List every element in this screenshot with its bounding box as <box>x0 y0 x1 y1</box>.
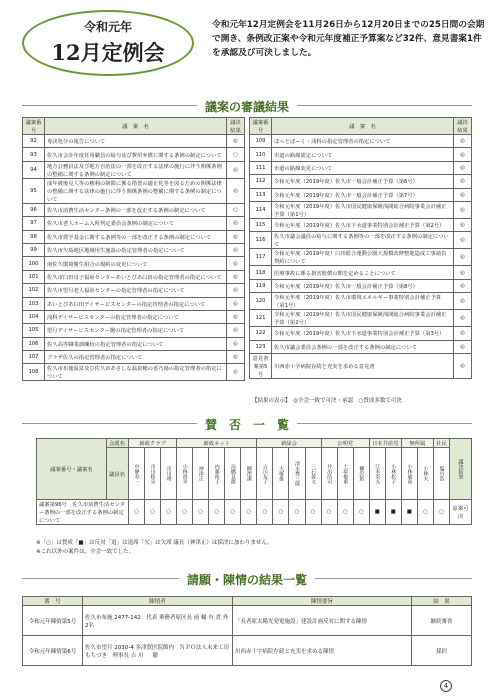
member-header: 議員名 <box>107 448 129 500</box>
table-row <box>23 243 245 256</box>
table-row <box>23 310 245 323</box>
bill-result: ◎ <box>454 175 472 188</box>
bill-result: ◎ <box>454 327 472 340</box>
member-name: 市川稔宣 <box>145 448 161 500</box>
bill-result: ○ <box>227 203 245 216</box>
bill-number: 93 <box>23 148 45 161</box>
vote-mark: ○ <box>305 500 321 525</box>
bill-number: 105 <box>23 324 45 337</box>
table-row <box>23 257 245 270</box>
bill-number: 122 <box>250 327 272 340</box>
bill-number: 120 <box>250 293 272 310</box>
vote-mark: ○ <box>337 500 353 525</box>
bill-number: 108 <box>23 364 45 381</box>
member-name: 清水秀三郎 <box>289 448 305 500</box>
bill-result: ◎ <box>227 217 245 230</box>
vote-result: 原案可決 <box>450 500 472 525</box>
col-num: 番 号 <box>23 597 83 606</box>
party-name: 新政ネット <box>177 439 257 448</box>
legend: 【結果の表示】 ◎全会一致で可決・承認 ○賛成多数で可決 <box>252 398 402 404</box>
vote-mark: ○ <box>417 500 433 525</box>
bill-result: ◎ <box>454 266 472 279</box>
bill-result: ◎ <box>454 249 472 266</box>
petition-res: 採択 <box>412 636 472 666</box>
bill-name: ほっとぱーく・浅科の指定管理者の指定について <box>272 135 454 148</box>
bill-number: 92 <box>23 135 45 148</box>
vote-mark: ○ <box>241 500 257 525</box>
member-name: 小林夫 <box>417 448 433 500</box>
table-row <box>23 297 245 310</box>
member-name: 三石義文 <box>305 448 321 500</box>
bill-name: 佐久市消費生活センター条例の一部を改正する条例の制定について <box>45 203 227 216</box>
bill-number: 99 <box>23 243 45 256</box>
bill-name: 令和元年度（2019年度）佐久市一般会計補正予算（第7号） <box>272 188 454 201</box>
bill-result: ◎ <box>227 135 245 148</box>
bill-result: ◎ <box>227 230 245 243</box>
col-num: 議案番号 <box>23 118 45 135</box>
bill-result: ◎ <box>227 243 245 256</box>
table-row <box>23 284 245 297</box>
bill-number: 111 <box>250 161 272 174</box>
bill-result: ◎ <box>454 148 472 161</box>
petition-res: 継続審査 <box>412 606 472 636</box>
section1-title: 議案の審議結果 <box>0 98 494 115</box>
petition-num: 令和元年陳情第6号 <box>23 636 83 666</box>
table-row <box>250 327 472 340</box>
table-row <box>250 218 472 231</box>
bill-name: 令和元年度（2019年度）佐久市下水道事業特別会計補正予算（第3号） <box>272 327 454 340</box>
col-num: 議案番号 <box>250 118 272 135</box>
bill-number: 121 <box>250 310 272 327</box>
bill-number: 101 <box>23 270 45 283</box>
bill-result: ◎ <box>454 232 472 249</box>
bill-name: 令和元年度（2019年度）佐久市下水道事業特別会計補正予算（第2号） <box>272 218 454 231</box>
bill-table-left <box>22 117 245 381</box>
bill-result: ◎ <box>227 161 245 178</box>
bill-name: 令和元年度（2019年度）佐久市国民健康保険浅間総合病院事業会計補正予算（第2号） <box>272 310 454 327</box>
col-name: 議 案 名 <box>45 118 227 135</box>
table-row <box>250 353 472 378</box>
bill-number: 109 <box>250 135 272 148</box>
bill-name: 川西赤十字病院存続と充実を求める意見書 <box>272 353 454 378</box>
bill-name: 市道の路線変更について <box>272 161 454 174</box>
member-name: 吉川友子 <box>257 448 273 500</box>
member-name: 柳澤潔 <box>241 448 257 500</box>
bill-result: ◎ <box>227 297 245 310</box>
bill-result: ◎ <box>454 279 472 292</box>
bill-result: ◎ <box>227 284 245 297</box>
page-number: 4 <box>440 680 452 692</box>
member-name: 高橋良衛 <box>225 448 241 500</box>
petition-num: 令和元年陳情第5号 <box>23 606 83 636</box>
vote-row <box>37 500 472 525</box>
vote-mark: ○ <box>145 500 161 525</box>
bill-name: 令和元年度（2019年度）臼田総合運動公園大規模改修整地造成工事請負契約について <box>272 249 454 266</box>
table-row <box>23 337 245 350</box>
bill-name: 令和元年度（2019年度）佐久市一般会計補正予算（第8号） <box>272 279 454 292</box>
party-name: 公明党 <box>321 439 369 448</box>
petition-person: 佐久市望月 2030-4 多津賀医院館内 ＮＰＯ法人未来工房もちづき 理事長 吉 川 徹 <box>83 636 233 666</box>
table-row <box>23 364 245 381</box>
member-name: 小林松子 <box>385 448 401 500</box>
bill-result: ◎ <box>454 340 472 353</box>
vote-mark: ○ <box>129 500 145 525</box>
bill-number: 97 <box>23 217 45 230</box>
bill-result: ◎ <box>227 364 245 381</box>
bill-number: 119 <box>250 279 272 292</box>
vote-note-2: ※これ以外の案件は、全会一致でした。 <box>36 549 135 555</box>
bill-result: ◎ <box>454 353 472 378</box>
vote-mark: ○ <box>433 500 449 525</box>
bill-number: 106 <box>23 337 45 350</box>
party-name: 新政クラブ <box>129 439 177 448</box>
vote-mark: ■ <box>369 500 385 525</box>
bill-name: 地方公務員法及び地方自治法の一部を改正する法律の施行に伴う関係条例の整備に関する条例の制定について <box>45 161 227 178</box>
bill-result: ◎ <box>454 310 472 327</box>
vote-mark: ○ <box>321 500 337 525</box>
bill-name: 令和元年度（2019年度）佐久市国民健康保険浅間総合病院事業会計補正予算（第1号） <box>272 201 454 218</box>
bill-name: 佐久市会計年度任用職員の給与及び費用弁償に関する条例の制定について <box>45 148 227 161</box>
member-name: 神津正 <box>193 448 209 500</box>
bill-number: 116 <box>250 232 272 249</box>
bill-number: 112 <box>250 175 272 188</box>
bill-number: 110 <box>250 148 272 161</box>
bill-result: ◎ <box>227 270 245 283</box>
bill-result: ◎ <box>454 201 472 218</box>
table-row <box>23 217 245 230</box>
vote-mark: ■ <box>385 500 401 525</box>
bill-result: ◎ <box>227 337 245 350</box>
vote-mark: ○ <box>177 500 193 525</box>
bill-name: プラザ佐久の指定管理者の指定について <box>45 351 227 364</box>
bill-number: 113 <box>250 188 272 201</box>
bill-name: 佐久市議会委員会条例の一部を改正する条例の制定について <box>272 340 454 353</box>
table-row <box>23 270 245 283</box>
bill-name: 市道の路線認定について <box>272 148 454 161</box>
bill-name: 佐久高等職業訓練校の指定管理者の指定について <box>45 337 227 350</box>
table-row <box>23 148 245 161</box>
table-row <box>250 293 472 310</box>
bill-name: 佐久市布施温泉及び佐久市あさしな温泉穂の香乃湯の指定管理者の指定について <box>45 364 227 381</box>
intro-text: 令和元年12月定例会を11月26日から12月20日までの25日間の会期で開き、条例改正案や令和元年度補正予算案など32件、意見書案1件を承認及び可決しました。 <box>212 20 485 58</box>
table-row <box>250 340 472 353</box>
table-row <box>250 232 472 249</box>
bill-name: 望月デイサービスセンター駒の指定管理者の指定について <box>45 324 227 337</box>
bill-name: 佐久市議会議員の給与に関する条例等の一部を改正する条例の制定について <box>272 232 454 249</box>
table-row <box>250 201 472 218</box>
petition-subject: 「長者原太陽光発電施設」建設計画反対に関する陳情 <box>233 606 412 636</box>
bill-result: ◎ <box>454 218 472 231</box>
bill-result: ◎ <box>227 257 245 270</box>
col-res: 議決結果 <box>227 118 245 135</box>
badge-year: 令和元年 <box>83 20 132 34</box>
bill-name: 医療事故に係る損害賠償の額を定めることについて <box>272 266 454 279</box>
member-name: 小林歳春 <box>401 448 417 500</box>
vote-mark: ○ <box>257 500 273 525</box>
table-row <box>23 351 245 364</box>
bill-number: 107 <box>23 351 45 364</box>
bill-number: 意見書案第5号 <box>250 353 272 378</box>
bill-name: 成年被後見人等の権利の制限に係る措置の適正化等を図るための関係法律の整備に関する法律の施行に伴う関係条例の整備に関する条例の制定について <box>45 178 227 203</box>
table-row <box>250 161 472 174</box>
col-person: 陳情者 <box>83 597 233 606</box>
member-name: 江本英夫 <box>369 448 385 500</box>
vote-mark: ○ <box>209 500 225 525</box>
vote-mark: ○ <box>225 500 241 525</box>
party-name: 無所属 <box>401 439 433 448</box>
bill-name: 佐久市望月老人福祉センターの指定管理者の指定について <box>45 284 227 297</box>
member-name: 柳沢篤 <box>353 448 369 500</box>
table-row <box>23 203 245 216</box>
member-name: 塩川浩 <box>433 448 449 500</box>
bill-table-right <box>249 117 472 379</box>
member-name: 大塚雄 <box>273 448 289 500</box>
bill-result: ◎ <box>227 351 245 364</box>
bill-number: 96 <box>23 203 45 216</box>
bill-result: ◎ <box>227 178 245 203</box>
member-name: 内藤祐子 <box>209 448 225 500</box>
bill-number: 100 <box>23 257 45 270</box>
table-row <box>250 135 472 148</box>
member-name: 市川将 <box>161 448 177 500</box>
vote-item-header: 議案番号・議案名 <box>37 439 107 500</box>
bill-name: 佐久市老人ホーム入所判定委員会条例の制定について <box>45 217 227 230</box>
party-header: 会派名 <box>107 439 129 448</box>
bill-number: 98 <box>23 230 45 243</box>
bill-number: 123 <box>250 340 272 353</box>
vote-table <box>36 438 472 525</box>
badge-title: 12月定例会 <box>51 40 165 65</box>
petition-table <box>22 596 472 666</box>
table-row <box>23 606 472 636</box>
vote-result-header: 議決結果 <box>450 439 472 500</box>
vote-mark: ○ <box>353 500 369 525</box>
bill-result: ◎ <box>227 324 245 337</box>
petition-person: 佐久市布施 2477-142 代表 乗務者原区長 前 輪 有 責 外2名 <box>83 606 233 636</box>
bill-result: ◎ <box>227 310 245 323</box>
table-row <box>250 188 472 201</box>
bill-name: 佐久市臼田母子福祉センターあいとぴあ臼田の指定管理者の指定について <box>45 270 227 283</box>
party-name: 新緑会 <box>257 439 321 448</box>
bill-name: あいとぴあ臼田デイサービスセンターの指定管理者の指定について <box>45 297 227 310</box>
bill-result: ◎ <box>454 161 472 174</box>
bill-name: 専決処分の報告について <box>45 135 227 148</box>
bill-number: 114 <box>250 201 272 218</box>
section3-title: 請願・陳情の結果一覧 <box>0 571 494 588</box>
bill-name: 令和元年度（2019年度）佐久市一般会計補正予算（第6号） <box>272 175 454 188</box>
vote-note-1: ※「○」は賛成「■」は反対「退」は退席「欠」は欠席 議長（神津正）は採決に加わりません。 <box>36 540 273 546</box>
bill-number: 102 <box>23 284 45 297</box>
table-row <box>250 249 472 266</box>
session-badge <box>22 10 194 76</box>
table-row <box>23 161 245 178</box>
bill-name: 浅科デイサービスセンターの指定管理者の指定について <box>45 310 227 323</box>
bill-number: 104 <box>23 310 45 323</box>
bill-result: ◎ <box>454 293 472 310</box>
party-name: 社民 <box>433 439 449 448</box>
petition-subject: 川西赤十字病院存続と充実を求める陳情 <box>233 636 412 666</box>
bill-number: 103 <box>23 297 45 310</box>
table-row <box>23 230 245 243</box>
party-name: 日本共産党 <box>369 439 401 448</box>
bill-name: 令和元年度（2019年度）佐久市環境エネルギー事業特別会計補正予算（第1号） <box>272 293 454 310</box>
vote-mark: ○ <box>273 500 289 525</box>
col-subject: 陳情要旨 <box>233 597 412 606</box>
table-row <box>250 175 472 188</box>
col-res: 結 果 <box>412 597 472 606</box>
bill-result: ○ <box>227 148 245 161</box>
member-name: 小林貴幸 <box>177 448 193 500</box>
table-row <box>23 636 472 666</box>
bill-name: 佐久市矢島地区地域用生施設の指定管理者の指定について <box>45 243 227 256</box>
table-row <box>250 148 472 161</box>
table-row <box>250 279 472 292</box>
col-res: 議決結果 <box>454 118 472 135</box>
bill-number: 95 <box>23 178 45 203</box>
vote-mark: ○ <box>289 500 305 525</box>
table-row <box>23 178 245 203</box>
bill-name: 佐久市奨学基金に関する条例等の一部を改正する条例の制定について <box>45 230 227 243</box>
bill-number: 94 <box>23 161 45 178</box>
bill-number: 117 <box>250 249 272 266</box>
bill-number: 115 <box>250 218 272 231</box>
section2-title: 賛 否 一 覧 <box>0 416 494 433</box>
table-row <box>250 266 472 279</box>
table-row <box>23 324 245 337</box>
bill-result: ◎ <box>454 135 472 148</box>
table-row <box>23 135 245 148</box>
member-name: 井出浩司 <box>321 448 337 500</box>
bill-name: 南佐久環境衛生組合の規約の変更について <box>45 257 227 270</box>
col-name: 議 案 名 <box>272 118 454 135</box>
vote-mark: ○ <box>161 500 177 525</box>
bill-result: ◎ <box>454 188 472 201</box>
bill-number: 118 <box>250 266 272 279</box>
vote-item: 議案第96号 佐久市消費生活センター条例の一部を改正する条例の制定について <box>37 500 129 525</box>
member-name: 土屋俊重 <box>337 448 353 500</box>
vote-mark: ○ <box>193 500 209 525</box>
table-row <box>250 310 472 327</box>
member-name: 中條寿一 <box>129 448 145 500</box>
vote-mark: ■ <box>401 500 417 525</box>
